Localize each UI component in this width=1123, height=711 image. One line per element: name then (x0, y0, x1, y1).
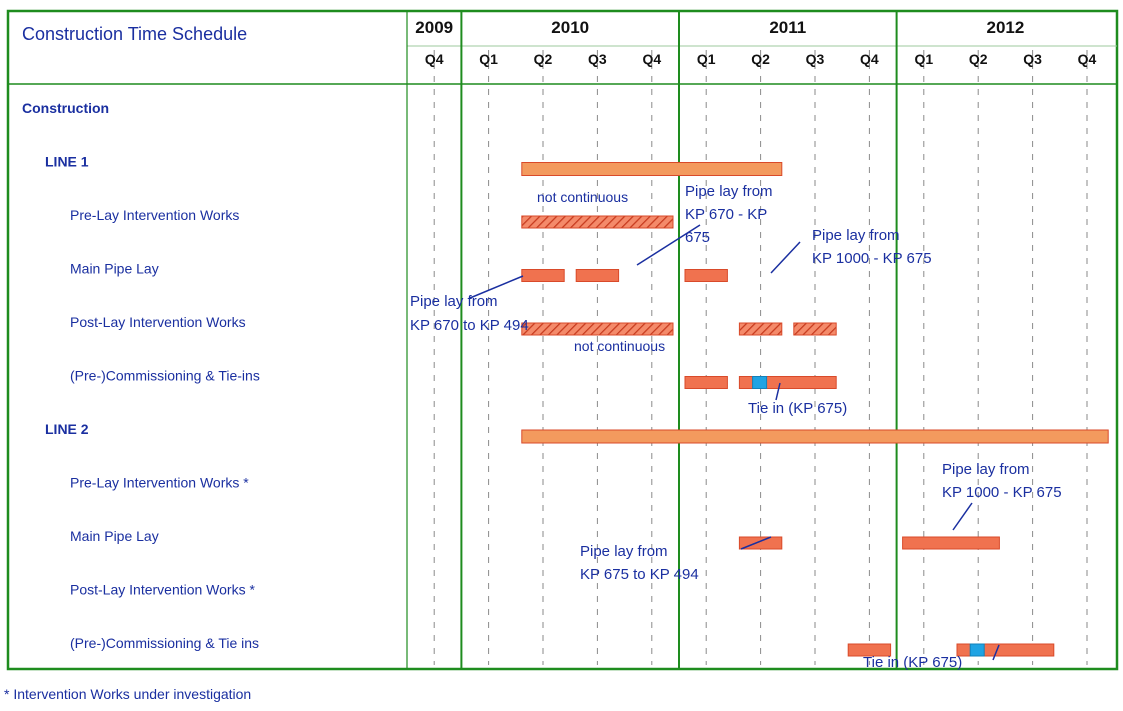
tie-in-marker-1 (970, 644, 984, 656)
bar-solid-row8-12 (903, 537, 1000, 549)
bar-summary-row1-0 (522, 163, 782, 176)
quarter-label-2010-Q4: Q4 (642, 51, 662, 67)
bar-solid-row3-2 (522, 270, 564, 282)
annotation-kp1000-kp675-line1: Pipe lay from KP 1000 - KP 675 (812, 227, 932, 267)
bar-hatched-row2-1 (522, 216, 673, 228)
year-label-2012: 2012 (986, 18, 1025, 37)
bar-hatched-row4-7 (794, 323, 836, 335)
row-label-3: Main Pipe Lay (70, 260, 159, 277)
quarter-label-2012-Q3: Q3 (1023, 51, 1042, 67)
quarter-label-2009-Q4: Q4 (424, 51, 444, 67)
quarter-label-2010-Q1: Q1 (479, 51, 498, 67)
bar-hatched-row4-6 (739, 323, 781, 335)
bar-solid-row3-3 (576, 270, 618, 282)
leader-line-kp1000-line2 (953, 503, 972, 530)
leader-line-kp1000-line1 (771, 242, 800, 273)
row-label-10: (Pre-)Commissioning & Tie ins (70, 635, 260, 651)
annotation-not-continuous-2: not continuous (574, 338, 666, 354)
year-label-2009: 2009 (415, 18, 454, 37)
year-label-2010: 2010 (551, 18, 590, 37)
quarter-label-2011-Q2: Q2 (751, 51, 770, 67)
annotation-not-continuous-1: not continuous (537, 189, 629, 205)
row-label-4: Post-Lay Intervention Works (70, 314, 246, 330)
quarter-label-2011-Q3: Q3 (805, 51, 825, 67)
quarter-label-2010-Q3: Q3 (588, 51, 607, 67)
footnote: * Intervention Works under investigation (4, 686, 252, 702)
tie-in-marker-0 (753, 377, 767, 389)
tie-in-label-line1: Tie in (KP 675) (748, 400, 848, 417)
bar-solid-row3-4 (685, 270, 727, 282)
quarter-label-2010-Q2: Q2 (533, 51, 553, 67)
row-label-9: Post-Lay Intervention Works * (70, 581, 255, 598)
row-label-0: Construction (22, 100, 110, 116)
bar-summary-row6-10 (522, 430, 1108, 443)
tie-in-label-line2: Tie in (KP 675) (863, 654, 963, 671)
bar-solid-row5-8 (685, 377, 727, 389)
quarter-label-2012-Q1: Q1 (914, 51, 934, 67)
row-label-5: (Pre-)Commissioning & Tie-ins (70, 367, 260, 384)
annotation-kp1000-kp675-line2: Pipe lay from KP 1000 - KP 675 (942, 461, 1062, 501)
quarter-label-2012-Q4: Q4 (1077, 51, 1097, 67)
row-label-2: Pre-Lay Intervention Works (70, 207, 240, 223)
row-label-6: LINE 2 (45, 421, 89, 437)
row-label-1: LINE 1 (45, 153, 89, 170)
row-label-7: Pre-Lay Intervention Works * (70, 474, 249, 491)
chart-frame (8, 11, 1117, 669)
annotation-kp670-kp494: Pipe lay from KP 670 to KP 494 (410, 293, 529, 334)
annotation-kp670-kp675: Pipe lay from KP 670 - KP 675 (685, 183, 773, 246)
chart-title: Construction Time Schedule (22, 24, 248, 44)
bar-hatched-row4-5 (522, 323, 673, 335)
quarter-label-2011-Q4: Q4 (860, 51, 879, 67)
row-label-8: Main Pipe Lay (70, 528, 159, 544)
annotation-kp675-kp494: Pipe lay from KP 675 to KP 494 (580, 543, 699, 583)
quarter-label-2011-Q1: Q1 (696, 51, 716, 67)
quarter-label-2012-Q2: Q2 (968, 51, 988, 67)
year-label-2011: 2011 (769, 18, 807, 37)
